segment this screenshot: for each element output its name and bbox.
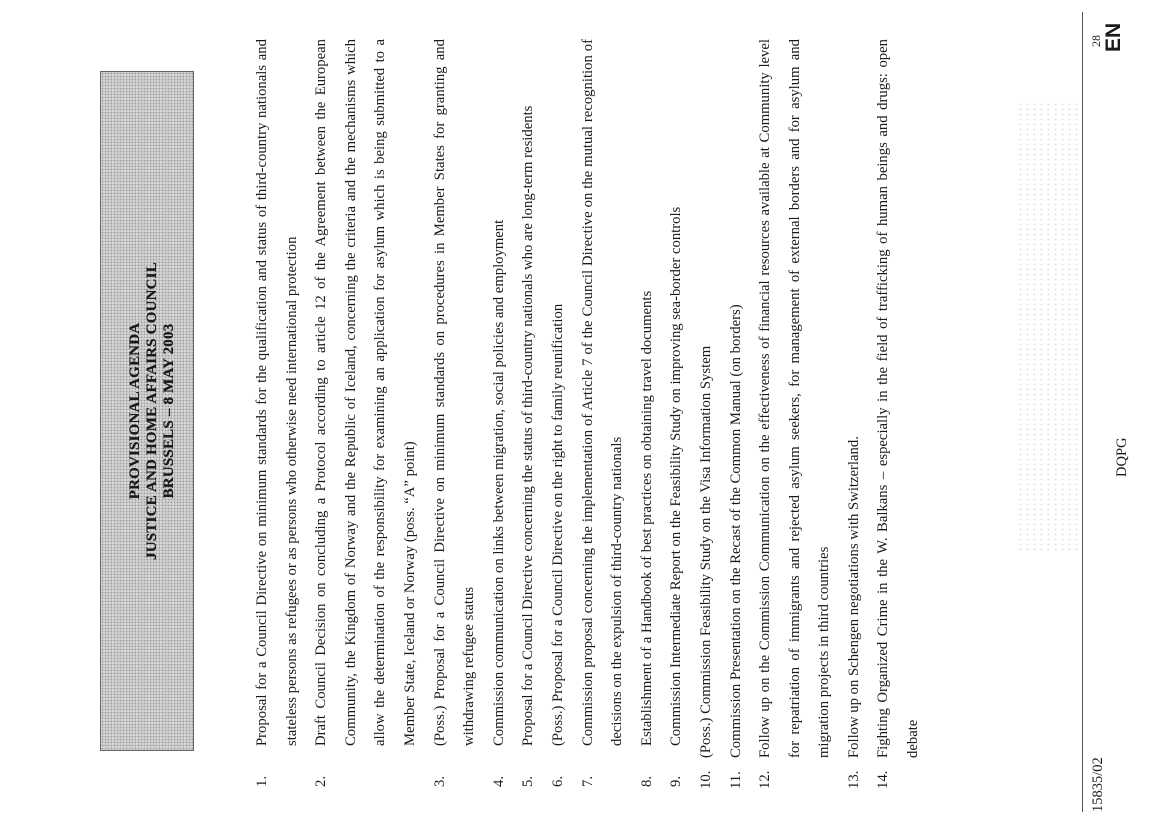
language-code: EN	[1102, 22, 1125, 52]
agenda-header-box	[100, 71, 194, 751]
agenda-item-number: 13.	[845, 770, 862, 789]
agenda-item-text: Draft Council Decision on concluding a Protocol according to article 12 of the Agreement between the European Community, the Kingdom of Norway and the Republic of Iceland, concerning the criteria and the mechanisms which allow the determination of the responsibility for examining an application for asylum which is being submitted to a Member State, Iceland or Norway (poss. “A” point)	[313, 39, 418, 746]
scan-noise	[1017, 102, 1079, 552]
agenda-item-text: (Poss.) Proposal for a Council Directive on minimum standards on procedures in Member States for granting and withdrawing refugee status	[431, 39, 478, 746]
agenda-item-text: Fighting Organized Crime in the W. Balkans – especially in the field of trafficking of human beings and drugs: open debate	[875, 39, 922, 758]
agenda-item-text: (Poss.) Proposal for a Council Directive on the right to family reunification	[549, 303, 566, 746]
agenda-item-number: 8.	[638, 775, 655, 787]
agenda-item-text: Establishment of a Handbook of best practices on obtaining travel documents	[638, 290, 655, 746]
agenda-item	[751, 39, 840, 787]
agenda-item	[514, 39, 544, 787]
header-council: JUSTICE AND HOME AFFAIRS COUNCIL	[144, 262, 160, 560]
agenda-item-text: Follow up on Schengen negotiations with Switzerland.	[845, 436, 862, 758]
agenda-item	[722, 39, 752, 787]
agenda-item-text: Commission Presentation on the Recast of the Common Manual (on borders)	[727, 304, 744, 758]
agenda-item-number: 9.	[668, 775, 685, 787]
agenda-item-number: 7.	[579, 775, 596, 787]
agenda-item-number: 1.	[254, 775, 270, 787]
agenda-item-number: 10.	[697, 770, 714, 789]
agenda-item-text: (Poss.) Commission Feasibility Study on the Visa Information System	[697, 345, 714, 758]
agenda-item	[692, 39, 722, 787]
department-code: DQPG	[1114, 437, 1130, 477]
agenda-list	[248, 39, 929, 787]
agenda-item-text: Follow up on the Commission Communication on the effectiveness of financial resources available at Community level for repatriation of immigrants and rejected asylum seekers, for management of external borders and for asylum and migration projects in third countries	[757, 39, 833, 758]
agenda-item-text: Proposal for a Council Directive on minimum standards for the qualification and status of third-country nationals and stateless persons as refugees or as persons who otherwise need international protection	[254, 39, 300, 746]
document-reference: 15835/02	[1090, 757, 1106, 812]
agenda-item-number: 12.	[757, 770, 774, 789]
footer-divider	[1082, 12, 1083, 812]
agenda-item-number: 14.	[875, 770, 892, 789]
agenda-item	[662, 39, 692, 787]
agenda-item	[248, 39, 307, 787]
agenda-item	[574, 39, 633, 787]
agenda-item-number: 5.	[520, 775, 537, 787]
agenda-item	[544, 39, 574, 787]
agenda-item	[869, 39, 928, 787]
agenda-item	[307, 39, 425, 787]
agenda-item-text: Commission Intermediate Report on the Feasibility Study on improving sea-border controls	[668, 206, 685, 746]
header-title: PROVISIONAL AGENDA	[127, 322, 143, 500]
agenda-item-text: Commission proposal concerning the implementation of Article 7 of the Council Directive on the mutual recognition of decisions on the expulsion of third-country nationals	[579, 39, 626, 746]
agenda-item	[840, 39, 870, 787]
agenda-item-text: Proposal for a Council Directive concerning the status of third-country nationals who are long-term residents	[520, 105, 537, 746]
agenda-item-text: Commission communication on links between migration, social policies and employment	[490, 219, 507, 746]
page-number: 28	[1089, 35, 1103, 47]
agenda-item-number: 4.	[490, 775, 507, 787]
agenda-item-number: 11.	[727, 771, 744, 789]
agenda-item-number: 2.	[313, 775, 330, 787]
header-date: BRUSSELS – 8 MAY 2003	[161, 323, 177, 499]
agenda-item-number: 6.	[549, 775, 566, 787]
agenda-item	[633, 39, 663, 787]
agenda-item	[485, 39, 515, 787]
agenda-item-number: 3.	[431, 775, 448, 787]
agenda-item	[426, 39, 485, 787]
